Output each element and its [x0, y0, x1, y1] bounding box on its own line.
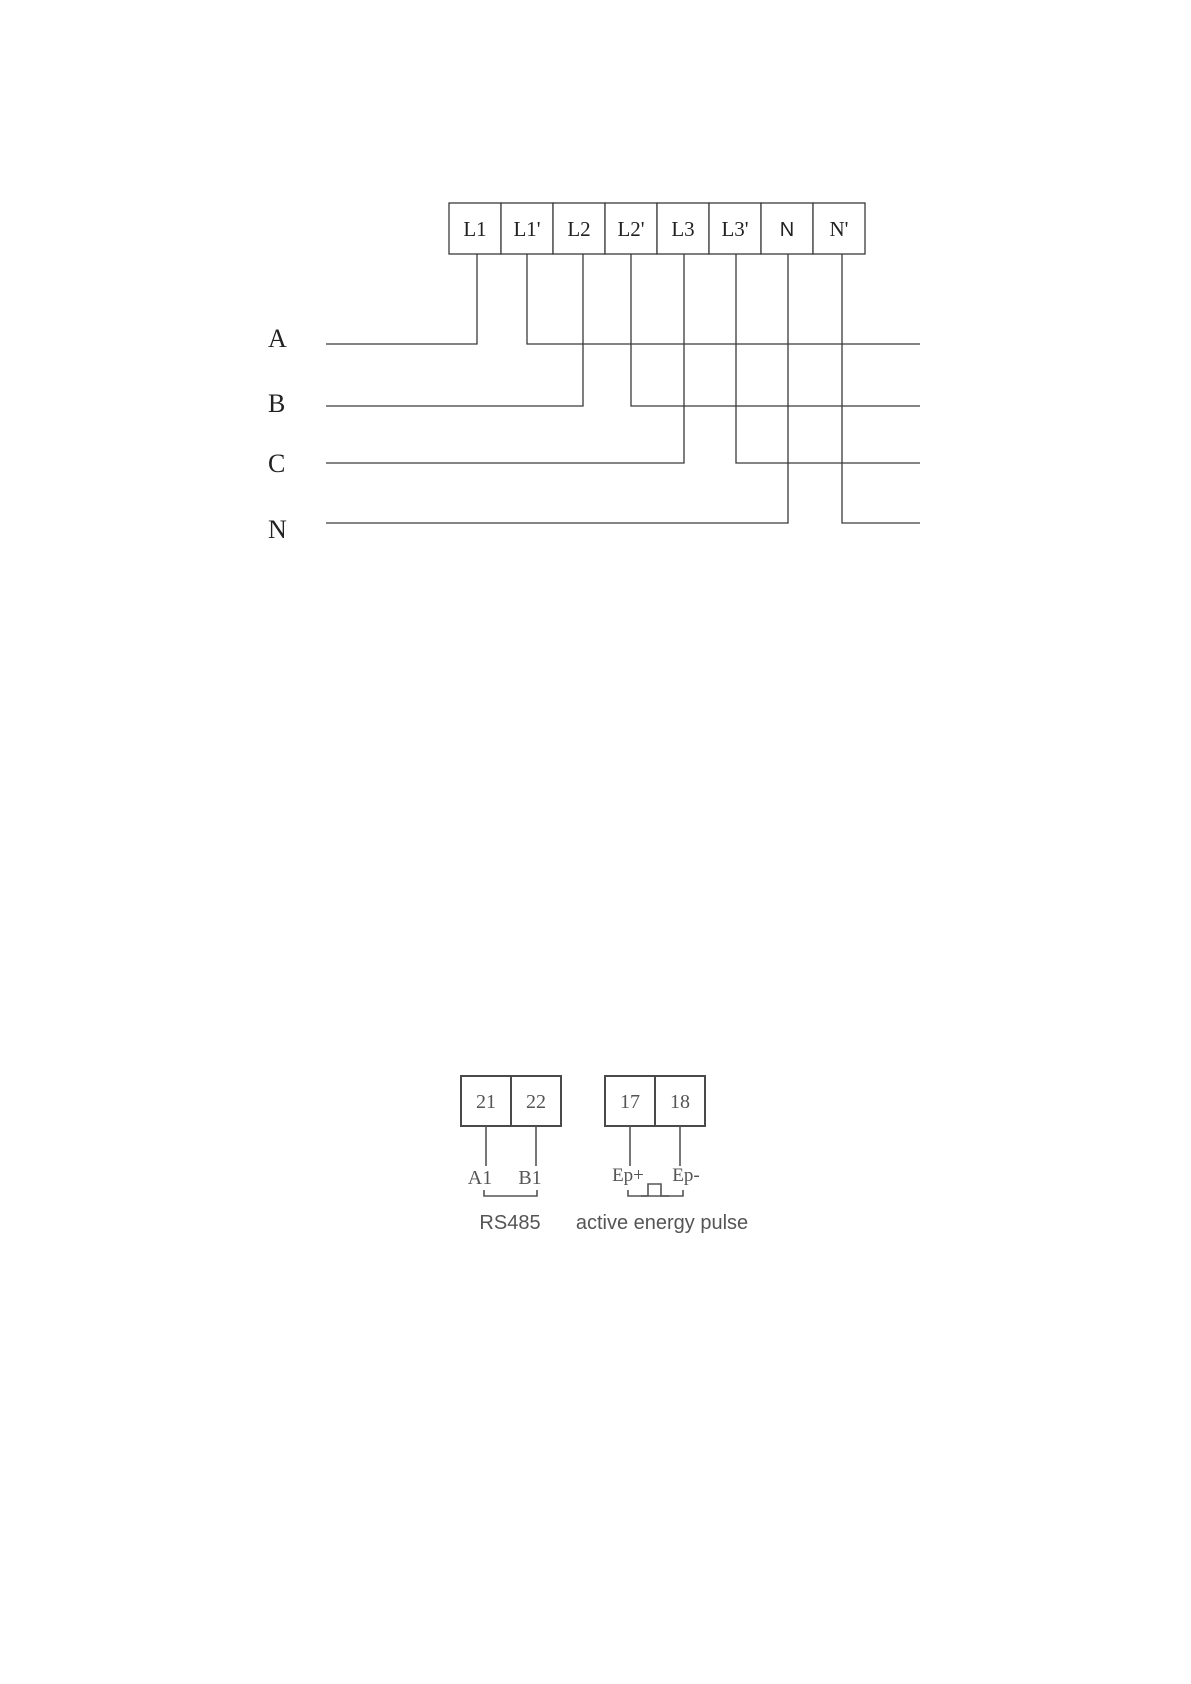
signal-label-b1: B1	[518, 1167, 542, 1189]
terminal-label-18: 18	[670, 1091, 690, 1113]
terminal-label-n: N	[779, 219, 795, 241]
signal-label-a1: A1	[467, 1167, 493, 1189]
terminal-label-17: 17	[620, 1091, 640, 1113]
terminal-label-l2-prime: L2'	[617, 217, 645, 241]
power-wiring-diagram	[268, 203, 920, 544]
terminal-label-n-prime: N'	[829, 217, 849, 241]
terminal-label-l3-prime: L3'	[721, 217, 749, 241]
terminal-label-21: 21	[476, 1091, 496, 1113]
wire-l1-prime-out	[527, 254, 920, 344]
signal-label-ep-plus: Ep+	[612, 1165, 644, 1186]
phase-label-b: B	[268, 389, 286, 418]
comm-pulse-diagram	[461, 1076, 748, 1234]
pulse-caption: active energy pulse	[575, 1212, 749, 1234]
wire-l3-prime-out	[736, 254, 920, 463]
signal-label-ep-minus: Ep-	[672, 1165, 700, 1186]
pulse-bracket	[628, 1190, 683, 1196]
terminal-label-l3: L3	[671, 217, 695, 241]
wire-c-to-l3	[326, 254, 684, 463]
terminal-label-l1-prime: L1'	[513, 217, 541, 241]
terminal-block	[449, 203, 865, 254]
wire-b-to-l2	[326, 254, 583, 406]
wire-l2-prime-out	[631, 254, 920, 406]
wire-n-prime-out	[842, 254, 920, 523]
pulse-waveform-icon	[641, 1184, 669, 1196]
wire-n-to-n	[326, 254, 788, 523]
rs485-bracket	[484, 1190, 537, 1196]
rs485-caption: RS485	[479, 1212, 541, 1234]
phase-label-c: C	[268, 449, 286, 478]
terminal-label-22: 22	[526, 1091, 546, 1113]
wire-a-to-l1	[326, 254, 477, 344]
phase-label-a: A	[268, 324, 287, 353]
terminal-label-l2: L2	[567, 217, 591, 241]
phase-label-n: N	[268, 515, 287, 544]
terminal-label-l1: L1	[463, 217, 487, 241]
